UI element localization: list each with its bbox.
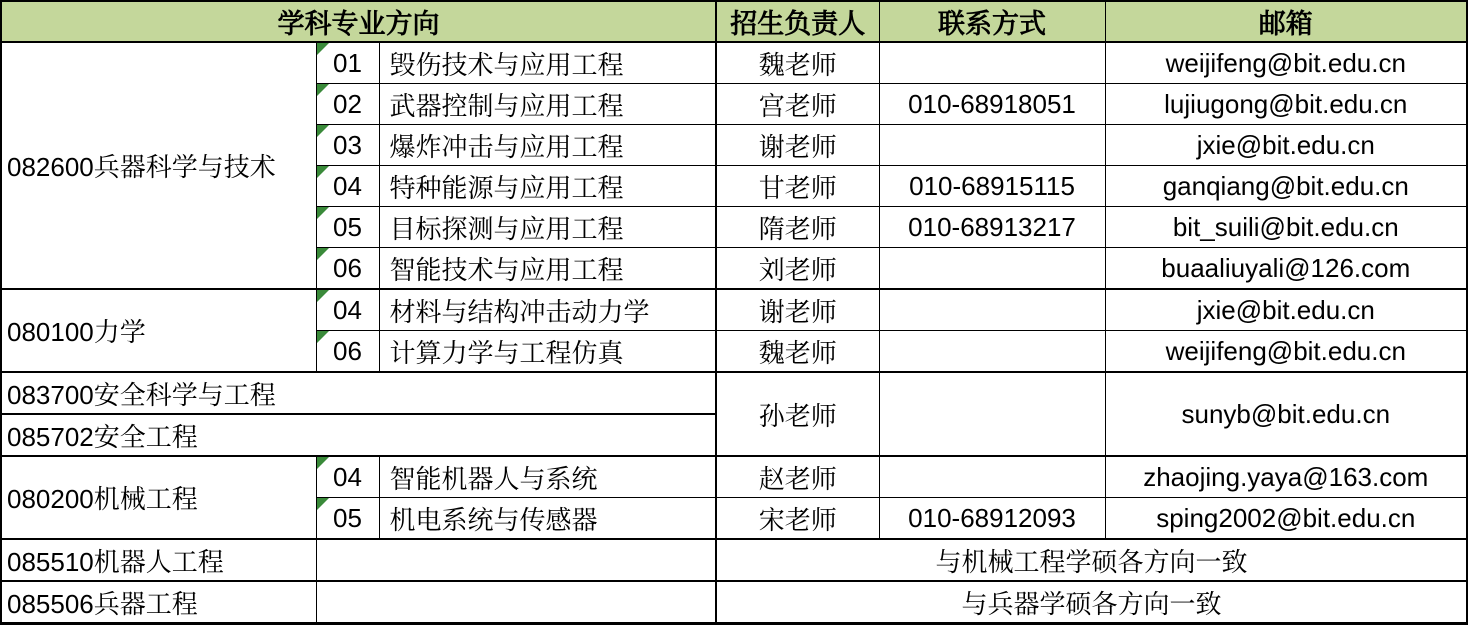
cell-email: sping2002@bit.edu.cn: [1105, 498, 1467, 540]
cell-contact-person: 宋老师: [716, 498, 879, 540]
direction-number-text: 05: [333, 211, 362, 242]
cell-phone: [879, 248, 1105, 290]
cell-discipline-code: 080200机械工程: [1, 456, 316, 539]
cell-email: zhaojing.yaya@163.com: [1105, 456, 1467, 498]
cell-contact-person: 谢老师: [716, 125, 879, 166]
cell-discipline-code: 085506兵器工程: [1, 581, 316, 624]
table-row: [1, 539, 1467, 581]
header-admission-contact: 招生负责人: [716, 1, 879, 42]
table-row: [1, 42, 1467, 84]
cell-direction: 爆炸冲击与应用工程: [379, 125, 716, 166]
cell-contact-person: 魏老师: [716, 42, 879, 84]
cell-flag-triangle-icon: [317, 498, 329, 510]
cell-email: weijifeng@bit.edu.cn: [1105, 331, 1467, 373]
cell-direction: 材料与结构冲击动力学: [379, 289, 716, 331]
cell-phone: 010-68915115: [879, 166, 1105, 207]
direction-number-text: 05: [333, 502, 362, 533]
cell-contact-person: 魏老师: [716, 331, 879, 373]
cell-phone: [879, 331, 1105, 373]
cell-direction-number: [316, 248, 379, 290]
cell-email: bit_suili@bit.edu.cn: [1105, 207, 1467, 248]
cell-flag-triangle-icon: [317, 125, 329, 137]
cell-email: lujiugong@bit.edu.cn: [1105, 84, 1467, 125]
cell-contact-person: 谢老师: [716, 289, 879, 331]
cell-direction-number: [316, 166, 379, 207]
cell-note: 与机械工程学硕各方向一致: [716, 539, 1467, 581]
cell-discipline-code: 083700安全科学与工程: [1, 372, 716, 414]
cell-email: buaaliuyali@126.com: [1105, 248, 1467, 290]
header-contact-method: 联系方式: [879, 1, 1105, 42]
cell-contact-person: 隋老师: [716, 207, 879, 248]
cell-phone: [879, 456, 1105, 498]
cell-discipline-code: 085702安全工程: [1, 414, 716, 456]
cell-direction-number: [316, 331, 379, 373]
cell-contact-person: 甘老师: [716, 166, 879, 207]
cell-phone: [879, 125, 1105, 166]
cell-flag-triangle-icon: [317, 331, 329, 343]
cell-email: jxie@bit.edu.cn: [1105, 125, 1467, 166]
direction-number-text: 02: [333, 88, 362, 119]
cell-flag-triangle-icon: [317, 290, 329, 302]
table-row: [1, 581, 1467, 624]
cell-empty: [316, 581, 716, 624]
cell-flag-triangle-icon: [317, 248, 329, 260]
cell-direction: 特种能源与应用工程: [379, 166, 716, 207]
cell-direction-number: [316, 498, 379, 540]
cell-phone: [879, 42, 1105, 84]
cell-email: ganqiang@bit.edu.cn: [1105, 166, 1467, 207]
cell-email: weijifeng@bit.edu.cn: [1105, 42, 1467, 84]
cell-flag-triangle-icon: [317, 457, 329, 469]
cell-note: 与兵器学硕各方向一致: [716, 581, 1467, 624]
cell-direction-number: [316, 289, 379, 331]
cell-contact-person: 刘老师: [716, 248, 879, 290]
cell-phone: [879, 289, 1105, 331]
cell-direction: 智能技术与应用工程: [379, 248, 716, 290]
cell-phone: 010-68918051: [879, 84, 1105, 125]
cell-direction-number: [316, 207, 379, 248]
cell-flag-triangle-icon: [317, 166, 329, 178]
table-row: [1, 289, 1467, 331]
cell-phone: 010-68912093: [879, 498, 1105, 540]
cell-contact-person: 赵老师: [716, 456, 879, 498]
cell-direction: 武器控制与应用工程: [379, 84, 716, 125]
cell-direction-number: [316, 456, 379, 498]
cell-discipline-code: 085510机器人工程: [1, 539, 316, 581]
cell-phone: 010-68913217: [879, 207, 1105, 248]
header-subject-direction: 学科专业方向: [1, 1, 716, 42]
direction-number-text: 04: [333, 294, 362, 325]
table-row: [1, 372, 1467, 414]
cell-email: jxie@bit.edu.cn: [1105, 289, 1467, 331]
cell-direction: 智能机器人与系统: [379, 456, 716, 498]
direction-number-text: 04: [333, 461, 362, 492]
cell-direction: 计算力学与工程仿真: [379, 331, 716, 373]
cell-direction-number: [316, 84, 379, 125]
direction-number-text: 06: [333, 252, 362, 283]
cell-discipline-code: 080100力学: [1, 289, 316, 372]
cell-direction: 目标探测与应用工程: [379, 207, 716, 248]
header-row: [1, 1, 1467, 42]
direction-number-text: 01: [333, 47, 362, 78]
cell-empty: [316, 539, 716, 581]
cell-contact-person: 孙老师: [716, 372, 879, 456]
cell-direction-number: [316, 42, 379, 84]
cell-direction-number: [316, 125, 379, 166]
table-row: [1, 456, 1467, 498]
cell-flag-triangle-icon: [317, 43, 329, 55]
cell-email: sunyb@bit.edu.cn: [1105, 372, 1467, 456]
direction-number-text: 04: [333, 170, 362, 201]
direction-number-text: 03: [333, 129, 362, 160]
cell-direction: 机电系统与传感器: [379, 498, 716, 540]
cell-flag-triangle-icon: [317, 207, 329, 219]
cell-phone: [879, 372, 1105, 456]
cell-discipline-code: 082600兵器科学与技术: [1, 42, 316, 289]
cell-contact-person: 宫老师: [716, 84, 879, 125]
header-email: 邮箱: [1105, 1, 1467, 42]
cell-direction: 毁伤技术与应用工程: [379, 42, 716, 84]
cell-flag-triangle-icon: [317, 84, 329, 96]
direction-number-text: 06: [333, 335, 362, 366]
